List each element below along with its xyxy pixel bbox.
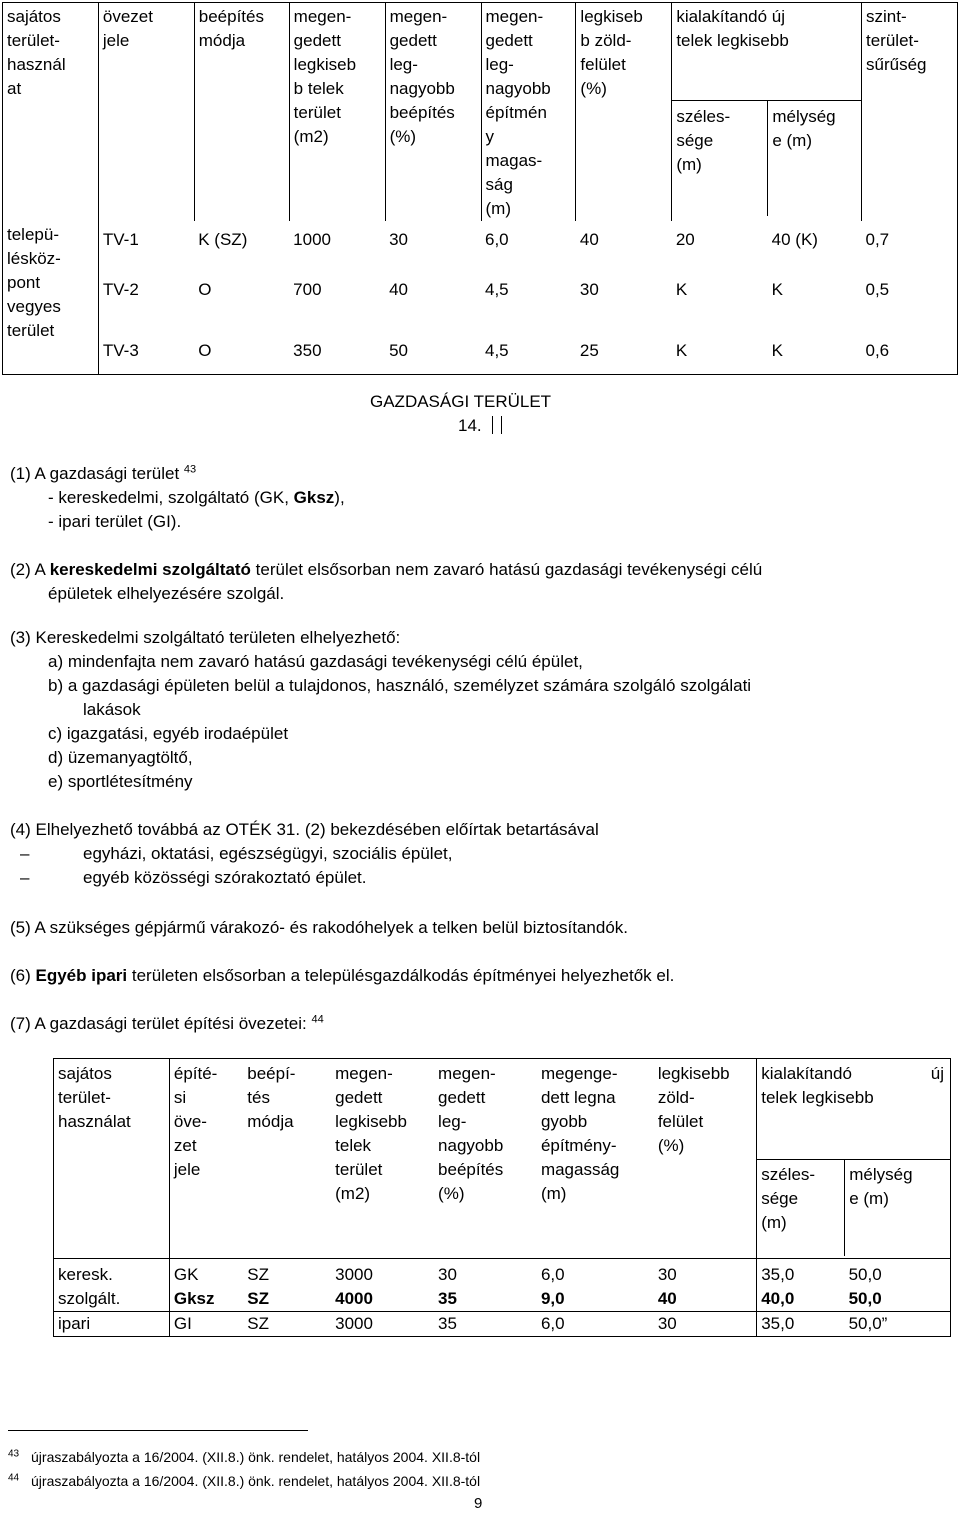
page-number: 9 <box>474 1495 483 1512</box>
text-line: e (m) <box>772 131 812 150</box>
zone-cell: TV-1 <box>102 230 139 249</box>
text-line: gedett <box>293 31 341 50</box>
p3-lead: (3) Kereskedelmi szolgáltató területen elhelyezhető: <box>10 628 401 647</box>
zoning-table-town-center <box>2 2 958 375</box>
footnote-number: 44 <box>8 1472 20 1484</box>
min-green-cell: 30 <box>579 280 599 299</box>
paragraph-5: (5) A szükséges gépjármű várakozó- és rakodóhelyek a telken belül biztosítandók. <box>10 918 629 937</box>
text-line: terület- <box>7 31 60 50</box>
text-line: terület- <box>866 31 919 50</box>
text-line: megen- <box>293 7 352 26</box>
text-line: dett legna <box>540 1088 616 1107</box>
text-line: sűrűség <box>866 55 927 74</box>
section-title: GAZDASÁGI TERÜLET <box>370 392 552 411</box>
text-line: (m2) <box>293 127 329 146</box>
mode-cell: O <box>198 280 212 299</box>
text-line: pont <box>7 273 41 292</box>
footnote-separator <box>8 1430 308 1431</box>
text-line: gyobb <box>540 1112 588 1131</box>
width-cell: 35,0 <box>761 1265 795 1284</box>
header-zone-code <box>169 1059 243 1259</box>
table-row <box>3 271 958 326</box>
text-line: övezet <box>102 7 153 26</box>
list-item: c) igazgatási, egyéb irodaépület <box>48 724 289 743</box>
zone-cell: TV-3 <box>102 341 139 360</box>
min-green-cell: 40 <box>579 230 599 249</box>
max-height-cell: 9,0 <box>540 1289 565 1308</box>
min-lot-cell: 4000 <box>335 1289 373 1308</box>
text-line: építmén <box>485 103 547 122</box>
text-line: legkisebb <box>657 1064 730 1083</box>
text-line: sajátos <box>7 7 61 26</box>
section-number-text: 14. <box>458 416 482 435</box>
text-line: legkiseb <box>580 7 643 26</box>
table-row <box>54 1312 951 1337</box>
min-green-cell: 25 <box>579 341 599 360</box>
p6-a: (6) <box>10 966 36 985</box>
footnote-44 <box>8 1472 480 1490</box>
text-line: legkisebb <box>335 1112 407 1131</box>
p1-line3: - ipari terület (GI). <box>48 512 182 531</box>
max-height-cell: 6,0 <box>540 1265 565 1284</box>
text-line: nagyobb <box>438 1136 504 1155</box>
max-height-cell: 4,5 <box>485 341 509 360</box>
zone-cell: GI <box>173 1314 192 1333</box>
depth-cell: K <box>771 280 783 299</box>
text-line: megen- <box>389 7 448 26</box>
width-cell: K <box>675 280 688 299</box>
text-line: szint- <box>866 7 907 26</box>
list-item: b) a gazdasági épületen belül a tulajdonos, használó, személyzet számára szolgáló szolgálati <box>48 676 752 695</box>
p2-c: terület elsősorban nem zavaró hatású gazdasági tevékenységi célú <box>250 560 763 579</box>
text-line: magas- <box>485 151 543 170</box>
mode-cell: O <box>198 341 212 360</box>
list-item: d) üzemanyagtöltő, <box>48 748 193 767</box>
list-item: egyházi, oktatási, egészségügyi, szociális épület, <box>83 844 453 863</box>
text-line: beépí- <box>247 1064 296 1083</box>
text-line: leg- <box>389 55 418 74</box>
min-green-cell: 30 <box>654 1259 757 1288</box>
zone-cell: TV-2 <box>102 280 139 299</box>
land-use-cell <box>3 221 99 375</box>
text-line: nagyobb <box>389 79 455 98</box>
text-line: (%) <box>389 127 417 146</box>
p6-c: területen elsősorban a településgazdálkodás építményei helyezhetők el. <box>127 966 675 985</box>
max-coverage-cell: 40 <box>389 280 408 299</box>
text-line: megenge- <box>540 1064 618 1083</box>
width-cell: K <box>675 341 688 360</box>
max-height-cell: 6,0 <box>485 230 509 249</box>
group-label <box>54 1259 170 1312</box>
text-line: terület <box>293 103 341 122</box>
text-line: gedett <box>485 31 533 50</box>
text-line: gedett <box>438 1088 486 1107</box>
dash-icon: – <box>20 844 30 863</box>
p1-line2: - kereskedelmi, szolgáltató (GK, <box>48 488 294 507</box>
text-line: ság <box>485 175 513 194</box>
p1-line2-end: ), <box>334 488 345 507</box>
min-lot-cell: 700 <box>293 280 322 299</box>
density-cell: 0,5 <box>865 280 890 299</box>
text-line: keresk. <box>58 1265 113 1284</box>
footnote-text: újraszabályozta a 16/2004. (XII.8.) önk. rendelet, hatályos 2004. XII.8-tól <box>31 1473 481 1489</box>
header-land-use <box>54 1059 170 1259</box>
header-min-green <box>576 3 672 222</box>
paragraph-1 <box>10 462 950 534</box>
text-line: (%) <box>580 79 607 98</box>
text-line: építé- <box>173 1064 218 1083</box>
text-line: megen- <box>438 1064 496 1083</box>
mode-cell: K (SZ) <box>198 230 248 249</box>
text-line: módja <box>247 1112 294 1131</box>
table-header-row <box>54 1059 951 1259</box>
list-item: lakások <box>83 700 141 719</box>
text-line: öve- <box>173 1112 207 1131</box>
text-line: felület <box>580 55 626 74</box>
header-land-use <box>3 3 99 222</box>
header-lot-depth <box>768 101 839 216</box>
text-line: jele <box>173 1160 201 1179</box>
text-line: sége <box>761 1189 799 1208</box>
header-new-lot-label <box>757 1059 950 1086</box>
depth-cell: 40 (K) <box>771 230 818 249</box>
text-line: (%) <box>438 1184 465 1203</box>
text-line: (m2) <box>335 1184 371 1203</box>
min-lot-cell: 3000 <box>335 1314 373 1333</box>
width-cell: 40,0 <box>761 1289 795 1308</box>
text-line: beépítés <box>438 1160 504 1179</box>
dash-icon: – <box>20 868 30 887</box>
text-line: sajátos <box>58 1064 112 1083</box>
p2-bold: kereskedelmi szolgáltató <box>49 560 251 579</box>
max-coverage-cell: 35 <box>438 1289 457 1308</box>
zone-cell: Gksz <box>173 1289 215 1308</box>
paragraph-2 <box>10 558 950 606</box>
text-line: tés <box>247 1088 270 1107</box>
p4-lead: (4) Elhelyezhető továbbá az OTÉK 31. (2) bekezdésében előírtak betartásával <box>10 820 599 839</box>
max-coverage-cell: 30 <box>438 1265 457 1284</box>
text-line: telek <box>335 1136 372 1155</box>
header-max-coverage <box>385 3 481 222</box>
text-line: megen- <box>335 1064 393 1083</box>
text-line: beépítés <box>198 7 264 26</box>
text-line: at <box>7 79 22 98</box>
text-line: vegyes <box>7 297 61 316</box>
header-max-height <box>537 1059 654 1259</box>
mode-cell: SZ <box>247 1265 269 1284</box>
text-line: zet <box>173 1136 197 1155</box>
header-lot-width <box>672 101 768 216</box>
depth-cell: K <box>771 341 783 360</box>
text-line: (%) <box>657 1136 685 1155</box>
text-line: leg- <box>485 55 514 74</box>
text-line: mélység <box>849 1165 913 1184</box>
text-line: e (m) <box>849 1189 889 1208</box>
width-cell: 35,0 <box>761 1314 795 1333</box>
section-number <box>458 414 502 438</box>
p7-text: (7) A gazdasági terület építési övezetei: <box>10 1014 307 1033</box>
text-line: (m) <box>676 155 702 174</box>
text-line: magasság <box>540 1160 620 1179</box>
text-line: széles- <box>761 1165 816 1184</box>
min-lot-cell: 1000 <box>293 230 331 249</box>
header-new-lot <box>757 1059 951 1259</box>
text-line: módja <box>198 31 246 50</box>
text-line: telek legkisebb <box>676 31 789 50</box>
p1-lead: (1) A gazdasági terület <box>10 464 180 483</box>
text-line: felület <box>657 1112 704 1131</box>
header-building-mode <box>243 1059 331 1259</box>
header-min-green <box>654 1059 757 1259</box>
text-line: nagyobb <box>485 79 551 98</box>
header-max-coverage <box>434 1059 537 1259</box>
text-line: lésköz- <box>7 249 61 268</box>
text-line: beépítés <box>389 103 455 122</box>
footnote-text: újraszabályozta a 16/2004. (XII.8.) önk. rendelet, hatályos 2004. XII.8-tól <box>31 1449 481 1465</box>
min-green-cell: 30 <box>654 1312 757 1337</box>
min-lot-cell: 350 <box>293 341 322 360</box>
text-line: jele <box>102 31 130 50</box>
text-line: telepü- <box>7 225 59 244</box>
text-line: ipari <box>58 1314 91 1333</box>
text-line: zöld- <box>657 1088 695 1107</box>
header-lot-width <box>757 1160 845 1256</box>
text-line: y <box>485 127 494 146</box>
text-line: si <box>173 1088 187 1107</box>
table-header-row <box>3 3 958 222</box>
max-coverage-cell: 35 <box>438 1314 457 1333</box>
header-new-lot-word: új <box>930 1064 944 1083</box>
mode-cell: SZ <box>247 1314 269 1333</box>
text-line: terület <box>335 1160 383 1179</box>
depth-cell: 50,0 <box>848 1265 882 1284</box>
text-line: legkiseb <box>293 55 357 74</box>
paragraph-4 <box>10 818 950 890</box>
paragraph-6 <box>10 964 950 988</box>
text-line: mélység <box>772 107 836 126</box>
p2-d: épületek elhelyezésére szolgál. <box>48 584 285 603</box>
max-height-cell: 4,5 <box>485 280 509 299</box>
depth-cell: 50,0 <box>848 1289 882 1308</box>
max-coverage-cell: 50 <box>389 341 408 360</box>
paragraph-3 <box>10 626 950 794</box>
p6-bold: Egyéb ipari <box>35 966 128 985</box>
header-new-lot-word: kialakítandó <box>761 1064 852 1083</box>
text-line: építmény- <box>540 1136 617 1155</box>
header-zone-code <box>98 3 194 222</box>
table-row <box>54 1287 951 1312</box>
table-row <box>3 326 958 375</box>
footnote-number: 43 <box>8 1448 20 1460</box>
table-row <box>54 1259 951 1288</box>
list-item: e) sportlétesítmény <box>48 772 193 791</box>
text-line: széles- <box>676 107 731 126</box>
max-height-cell: 6,0 <box>540 1314 565 1333</box>
width-cell: 20 <box>675 230 695 249</box>
min-lot-cell: 3000 <box>335 1265 373 1284</box>
footnote-ref-44[interactable]: 44 <box>311 1013 324 1026</box>
header-min-lot-area <box>289 3 385 222</box>
header-building-mode <box>194 3 289 222</box>
text-line: használat <box>58 1112 131 1131</box>
max-coverage-cell: 30 <box>389 230 408 249</box>
header-min-lot-area <box>331 1059 434 1259</box>
density-cell: 0,6 <box>865 341 890 360</box>
text-line: gedett <box>389 31 437 50</box>
text-line: terület- <box>58 1088 111 1107</box>
min-green-cell: 40 <box>654 1287 757 1312</box>
footnote-ref-43[interactable]: 43 <box>183 463 197 476</box>
zone-cell: GK <box>173 1265 199 1284</box>
text-line: (m) <box>540 1184 567 1203</box>
header-lot-depth <box>845 1160 916 1256</box>
group-label <box>54 1312 170 1337</box>
header-max-height <box>481 3 576 222</box>
text-line: használ <box>7 55 66 74</box>
text-line: szolgált. <box>58 1289 121 1308</box>
section-sign-icon <box>492 416 502 434</box>
depth-cell: 50,0” <box>848 1314 888 1333</box>
text-line: (m) <box>761 1213 787 1232</box>
mode-cell: SZ <box>247 1289 269 1308</box>
text-line: kialakítandó új <box>676 7 786 26</box>
text-line: terület <box>7 321 55 340</box>
header-new-lot-line2: telek legkisebb <box>761 1088 874 1107</box>
footnote-43 <box>8 1448 480 1466</box>
list-item: a) mindenfajta nem zavaró hatású gazdasági tevékenységi célú épület, <box>48 652 583 671</box>
p1-line2-bold: Gksz <box>293 488 335 507</box>
text-line: sége <box>676 131 714 150</box>
text-line: gedett <box>335 1088 383 1107</box>
table-row <box>3 221 958 271</box>
text-line: b telek <box>293 79 344 98</box>
zoning-table-economic <box>53 1058 951 1337</box>
header-new-lot-label <box>672 3 861 53</box>
header-floor-density <box>862 3 958 222</box>
text-line: (m) <box>485 199 511 218</box>
p2-a: (2) A <box>10 560 50 579</box>
text-line: b zöld- <box>580 31 632 50</box>
density-cell: 0,7 <box>865 230 890 249</box>
text-line: leg- <box>438 1112 467 1131</box>
list-item: egyéb közösségi szórakoztató épület. <box>83 868 367 887</box>
paragraph-7 <box>10 1012 950 1036</box>
header-new-lot <box>672 3 862 222</box>
text-line: megen- <box>485 7 544 26</box>
